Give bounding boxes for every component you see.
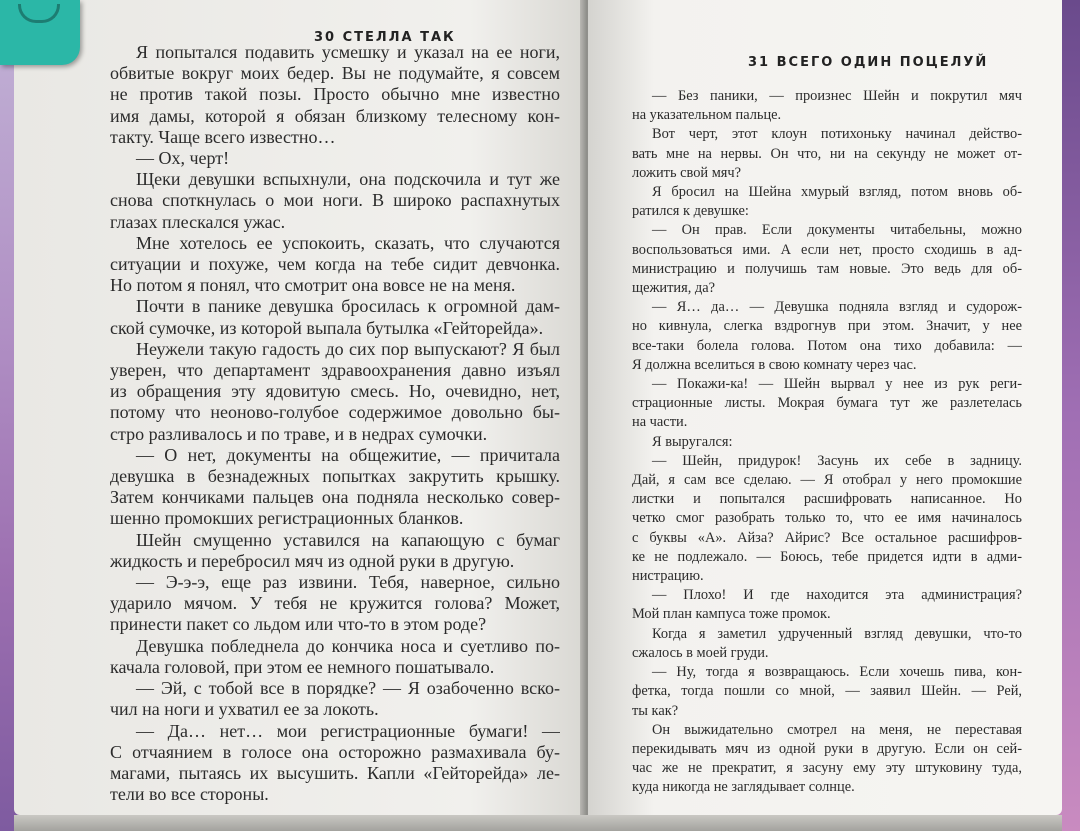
text-line: Девушка побледнела до кончика носа и суетливо по- — [136, 635, 560, 656]
right-running-head: 31 ВСЕГО ОДИН ПОЦЕЛУЙ — [748, 55, 989, 70]
binder-clip — [0, 0, 80, 65]
text-line: — Он прав. Если документы читабельны, можно — [652, 222, 1022, 239]
text-line: куда никогда не заглядывает солнце. — [632, 779, 855, 796]
text-line: не против такой позы. Просто обычно мне известно — [110, 84, 560, 105]
text-line: тели во все стороны. — [110, 784, 269, 805]
text-line: час же не прекратит, я засуну ему эту штуковину туда, — [632, 760, 1022, 777]
page-edges — [14, 815, 1062, 831]
text-line: стро разливалось и по траве, и в недрах сумочки. — [110, 423, 488, 444]
text-line: магами, пытаясь их высушить. Капли «Гейторейда» ле- — [110, 762, 560, 783]
text-line: Затем кончиками пальцев она подняла несколько совер- — [110, 487, 560, 508]
text-line: ты как? — [632, 702, 679, 719]
text-line: на указательном пальце. — [632, 107, 782, 124]
text-line: щежития, да? — [632, 280, 716, 297]
text-line: Он выжидательно смотрел на меня, не переставая — [652, 721, 1022, 738]
text-line: — Ну, тогда я возвращаюсь. Если хочешь пива, кон- — [652, 664, 1022, 681]
text-line: — Эй, с тобой все в порядке? — Я озабоченно вско- — [136, 678, 560, 699]
text-line: обвитые вокруг моих бедер. Вы не подумайте, я совсем — [110, 63, 560, 84]
right-page — [588, 0, 1062, 815]
text-line: Почти в панике девушка бросилась к огромной дам- — [136, 296, 560, 317]
text-line: — Э-э-э, еще раз извини. Тебя, наверное, сильно — [136, 572, 560, 593]
text-line: страционные листы. Мокрая бумага тут же разлетелась — [632, 395, 1022, 412]
text-line: листки и попытался расшифровать написанное. Но — [632, 491, 1022, 508]
text-line: Неужели такую гадость до сих пор выпускают? Я был — [136, 338, 560, 359]
text-line: ратился к девушке: — [632, 203, 749, 220]
left-page — [14, 0, 584, 815]
text-line: — Ох, черт! — [136, 148, 230, 169]
text-line: Я выругался: — [652, 433, 733, 450]
right-page-text — [632, 87, 1022, 798]
text-line: ложить свой мяч? — [632, 164, 742, 181]
text-line: с буквы «А». Айза? Айрис? Все остальное расшифров- — [632, 529, 1022, 546]
text-line: — Я… да… — Девушка подняла взгляд и судорож- — [652, 299, 1022, 316]
text-line: ситуации и похуже, чем когда на тебе сидит девчонка. — [110, 254, 560, 275]
text-line: качала головой, при этом ее немного пошатывало. — [110, 656, 495, 677]
text-line: Я должна вселиться в свою комнату через час. — [632, 356, 917, 373]
text-line: сжалось в моей груди. — [632, 644, 769, 661]
clip-ring-icon — [18, 4, 60, 23]
text-line: воспользоваться ими. А если нет, просто сходишь в ад- — [632, 241, 1022, 258]
text-line: имя дамы, которой я обязан близкому телесному кон- — [110, 105, 560, 126]
left-running-head: 30 СТЕЛЛА ТАК — [314, 30, 456, 45]
text-line: Вот черт, этот клоун потихоньку начинал действо- — [652, 126, 1022, 143]
open-book — [14, 0, 1062, 831]
text-line: — Шейн, придурок! Засунь их себе в задницу. — [652, 452, 1022, 469]
text-line: ударило мячом. У тебя не кружится голова? Может, — [110, 593, 560, 614]
text-line: жидкость и перебросил мяч из одной руки в другую. — [110, 550, 515, 571]
text-line: перекидывать мяч из одной руки в другую. Если он сей- — [632, 740, 1022, 757]
text-line: Когда я заметил удрученный взгляд девушки, что-то — [652, 625, 1022, 642]
text-line: четко смог разобрать только то, что ее имя начиналось — [632, 510, 1022, 527]
text-line: такту. Чаще всего известно… — [110, 126, 336, 147]
text-line: Дай, я сам все сделаю. — Я отобрал у него промокшие — [632, 472, 1022, 489]
text-line: ской сумочке, из которой выпала бутылка «Гейторейда». — [110, 317, 544, 338]
text-line: ке не подлежало. — Боюсь, тебе придется идти в адми- — [632, 548, 1022, 565]
left-page-text — [110, 42, 560, 805]
text-line: — Плохо! И где находится эта администрация? — [652, 587, 1022, 604]
text-line: Я бросил на Шейна хмурый взгляд, потом вновь об- — [652, 184, 1022, 201]
text-line: фетка, тогда пошли со мной, — заявил Шейн. — Рей, — [632, 683, 1022, 700]
text-line: Щеки девушки вспыхнули, она подскочила и тут же — [136, 169, 560, 190]
text-line: Но потом я понял, что смотрит она вовсе не на меня. — [110, 275, 516, 296]
text-line: Мой план кампуса тоже промок. — [632, 606, 831, 623]
text-line: уверен, что департамент здравоохранения давно изъял — [110, 360, 560, 381]
text-line: снова споткнулась о мои ноги. В широко распахнутых — [110, 190, 560, 211]
text-line: — Без паники, — произнес Шейн и покрутил мяч — [652, 88, 1022, 104]
text-line: — Покажи-ка! — Шейн вырвал у нее из рук реги- — [652, 376, 1022, 393]
text-line: С отчаянием в голосе она осторожно размахивала бу- — [110, 741, 560, 762]
text-line: принести пакет со льдом или что-то в этом роде? — [110, 614, 487, 635]
text-line: девушка в безнадежных попытках закрутить крышку. — [110, 466, 560, 487]
text-line: вать мне на нервы. Он что, ни на секунду не может от- — [632, 145, 1022, 162]
text-line: — О нет, документы на общежитие, — причитала — [136, 444, 560, 465]
text-line: все-таки болела голова. Потом она тихо добавила: — — [632, 337, 1022, 354]
text-line: Мне хотелось ее успокоить, сказать, что случаются — [136, 232, 560, 253]
text-line: на части. — [632, 414, 688, 431]
text-line: чил на ноги и ухватил ее за локоть. — [110, 699, 379, 720]
text-line: министрацию и получишь там новые. Это ведь для об- — [632, 260, 1022, 277]
text-line: Я попытался подавить усмешку и указал на ее ноги, — [136, 42, 560, 62]
text-line: — Да… нет… мои регистрационные бумаги! — — [136, 720, 560, 741]
text-line: Шейн смущенно уставился на капающую с бумаг — [136, 529, 560, 550]
text-line: но кивнула, слегка вздрогнув при этом. Значит, у нее — [632, 318, 1022, 335]
text-line: из обращения эту ядовитую смесь. Но, очевидно, нет, — [110, 381, 560, 402]
text-line: потому что неоново-голубое содержимое довольно бы- — [110, 402, 560, 423]
text-line: шенно промокших регистрационных бланков. — [110, 508, 464, 529]
text-line: нистрацию. — [632, 568, 704, 585]
text-line: глазах плескался ужас. — [110, 211, 286, 232]
